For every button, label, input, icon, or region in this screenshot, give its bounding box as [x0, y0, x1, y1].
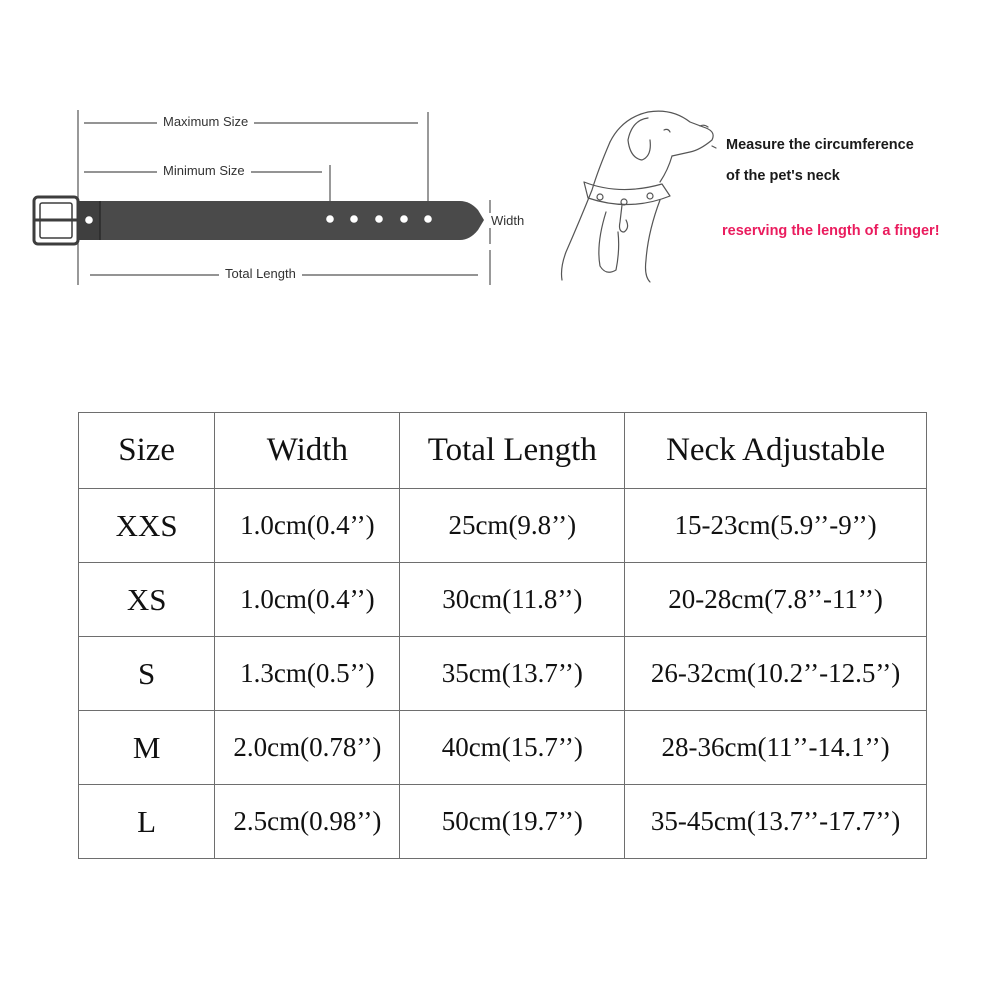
table-row — [79, 489, 927, 563]
table-row — [79, 563, 927, 637]
width-cell: 1.0cm(0.4’’) — [215, 489, 400, 563]
neck-adjustable-cell: 28-36cm(11’’-14.1’’) — [625, 711, 927, 785]
finger-warning: reserving the length of a finger! — [722, 223, 940, 239]
header-total-length: Total Length — [400, 413, 625, 489]
neck-adjustable-cell: 15-23cm(5.9’’-9’’) — [625, 489, 927, 563]
header-size: Size — [79, 413, 215, 489]
width-cell: 1.3cm(0.5’’) — [215, 637, 400, 711]
dog-sketch-icon — [562, 111, 717, 282]
neck-adjustable-cell: 35-45cm(13.7’’-17.7’’) — [625, 785, 927, 859]
size-chart-table — [78, 412, 927, 859]
maximum-size-label: Maximum Size — [157, 114, 254, 129]
neck-adjustable-cell: 20-28cm(7.8’’-11’’) — [625, 563, 927, 637]
header-neck-adjustable: Neck Adjustable — [625, 413, 927, 489]
size-cell: S — [79, 637, 215, 711]
collar-illustration — [0, 0, 1000, 330]
width-cell: 1.0cm(0.4’’) — [215, 563, 400, 637]
minimum-size-label: Minimum Size — [157, 163, 251, 178]
size-cell: XS — [79, 563, 215, 637]
size-cell: XXS — [79, 489, 215, 563]
size-cell: M — [79, 711, 215, 785]
total-length-cell: 25cm(9.8’’) — [400, 489, 625, 563]
width-cell: 2.5cm(0.98’’) — [215, 785, 400, 859]
total-length-cell: 40cm(15.7’’) — [400, 711, 625, 785]
width-cell: 2.0cm(0.78’’) — [215, 711, 400, 785]
instruction-line-2: of the pet's neck — [726, 168, 840, 184]
width-label: Width — [488, 213, 527, 228]
total-length-cell: 50cm(19.7’’) — [400, 785, 625, 859]
table-header-row — [79, 413, 927, 489]
total-length-cell: 30cm(11.8’’) — [400, 563, 625, 637]
collar-measurement-diagram — [0, 0, 1000, 330]
neck-adjustable-cell: 26-32cm(10.2’’-12.5’’) — [625, 637, 927, 711]
total-length-label: Total Length — [219, 266, 302, 281]
table-row — [79, 711, 927, 785]
table-row — [79, 785, 927, 859]
table-row — [79, 637, 927, 711]
instruction-line-1: Measure the circumference — [726, 137, 914, 153]
total-length-cell: 35cm(13.7’’) — [400, 637, 625, 711]
size-cell: L — [79, 785, 215, 859]
header-width: Width — [215, 413, 400, 489]
